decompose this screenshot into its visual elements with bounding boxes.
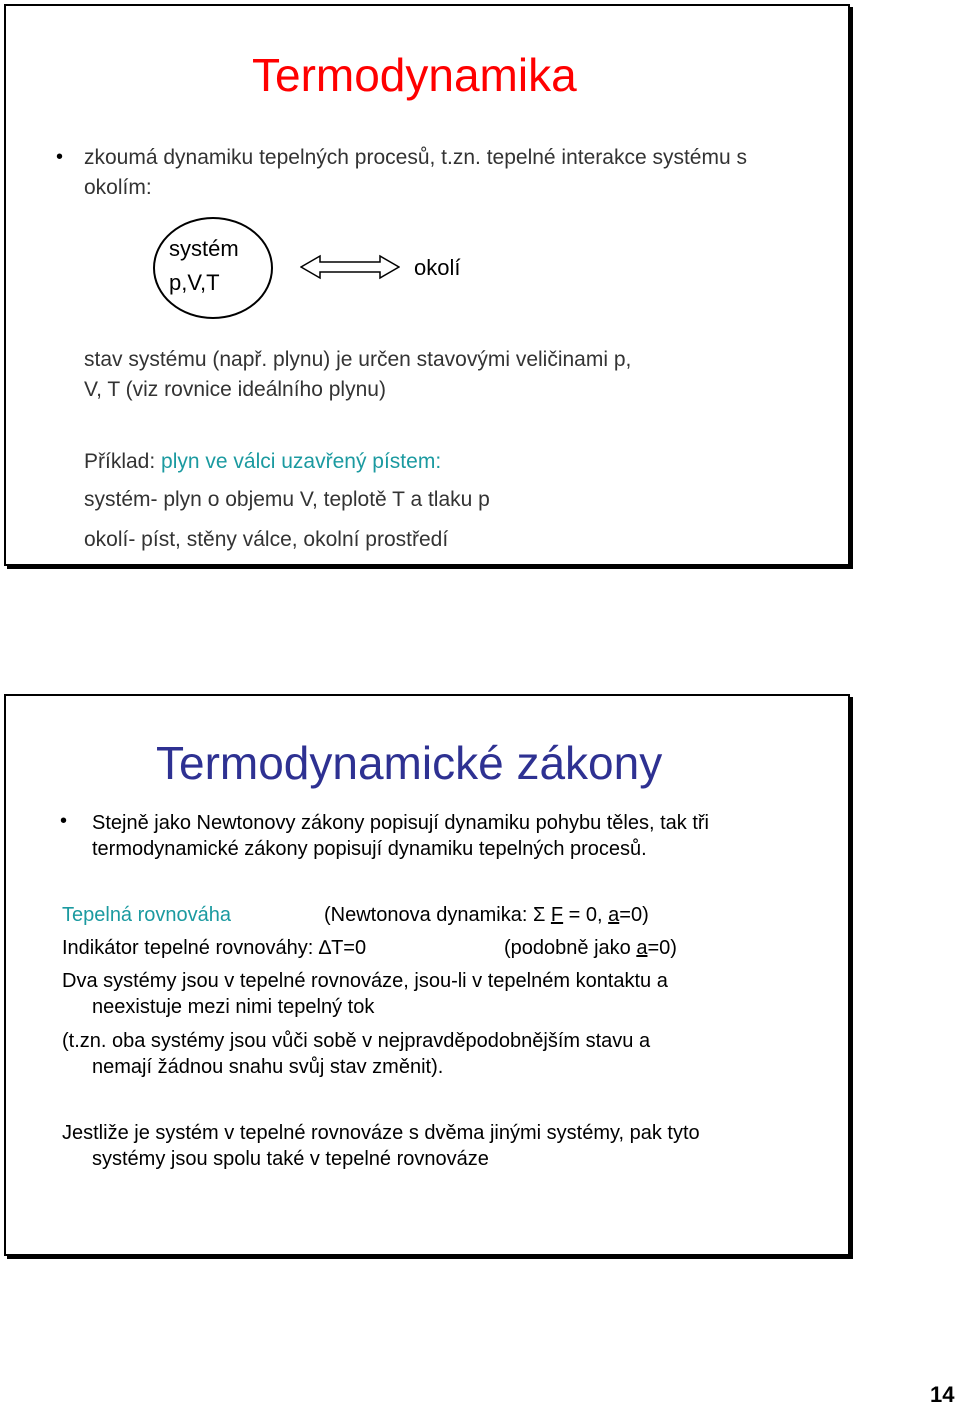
newton-analogy-end: =0) <box>619 904 649 926</box>
double-arrow-icon <box>300 254 400 280</box>
zeroth-law-line1: Jestliže je systém v tepelné rovnováze s dvěma jinými systémy, pak tyto <box>62 1122 700 1144</box>
indicator-similar-text: (podobně jako <box>504 937 637 959</box>
equilibrium-label: Tepelná rovnováha <box>62 904 232 926</box>
force-vector: F <box>550 904 564 926</box>
newton-analogy-text: (Newtonova dynamika: Σ <box>324 904 551 926</box>
state-line2: V, T (viz rovnice ideálního plynu) <box>84 378 386 401</box>
example-text: plyn ve válci uzavřený pístem: <box>161 450 442 473</box>
example-label: Příklad: <box>84 450 162 473</box>
page-number: 14 <box>930 1382 955 1407</box>
state-line1: stav systému (např. plynu) je určen stavovými veličinami p, <box>84 348 632 371</box>
example-line <box>84 450 441 474</box>
slide2-bullet-line2: termodynamické zákony popisují dynamiku tepelných procesů. <box>92 838 647 860</box>
newton-analogy <box>324 904 649 927</box>
acceleration-vector: a <box>636 937 648 959</box>
slide-termodynamika <box>4 4 850 566</box>
indicator-similar <box>504 937 677 960</box>
system-ellipse <box>153 217 273 319</box>
system-variables: p,V,T <box>169 270 220 295</box>
zeroth-law-line2: systémy jsou spolu také v tepelné rovnováze <box>92 1148 489 1170</box>
two-systems-line1: Dva systémy jsou v tepelné rovnováze, jsou-li v tepelném kontaktu a <box>62 970 668 992</box>
indicator-text: Indikátor tepelné rovnováhy: ∆T=0 <box>62 937 367 959</box>
slide-termodynamicke-zakony <box>4 694 850 1256</box>
bullet-icon: • <box>56 146 64 168</box>
bullet-icon: • <box>60 810 68 832</box>
indicator-similar-end: =0) <box>647 937 677 959</box>
slide2-bullet-line1: Stejně jako Newtonovy zákony popisují dynamiku pohybu těles, tak tři <box>92 812 710 834</box>
surroundings-label: okolí <box>414 255 461 280</box>
system-label: systém <box>169 236 239 261</box>
tzn-line1: (t.zn. oba systémy jsou vůči sobě v nejpravděpodobnějším stavu a <box>62 1030 651 1052</box>
slide1-bullet-line2: okolím: <box>84 176 152 199</box>
slide2-title: Termodynamické zákony <box>156 737 663 789</box>
acceleration-vector: a <box>608 904 620 926</box>
system-description: systém- plyn o objemu V, teplotě T a tlaku p <box>84 488 490 511</box>
tzn-line2: nemají žádnou snahu svůj stav změnit). <box>92 1056 444 1078</box>
two-systems-line2: neexistuje mezi nimi tepelný tok <box>92 996 375 1018</box>
surroundings-description: okolí- píst, stěny válce, okolní prostředí <box>84 528 449 551</box>
newton-analogy-mid: = 0, <box>563 904 609 926</box>
slide1-bullet-line1: zkoumá dynamiku tepelných procesů, t.zn. tepelné interakce systému s <box>84 146 747 169</box>
slide1-title: Termodynamika <box>252 49 577 101</box>
